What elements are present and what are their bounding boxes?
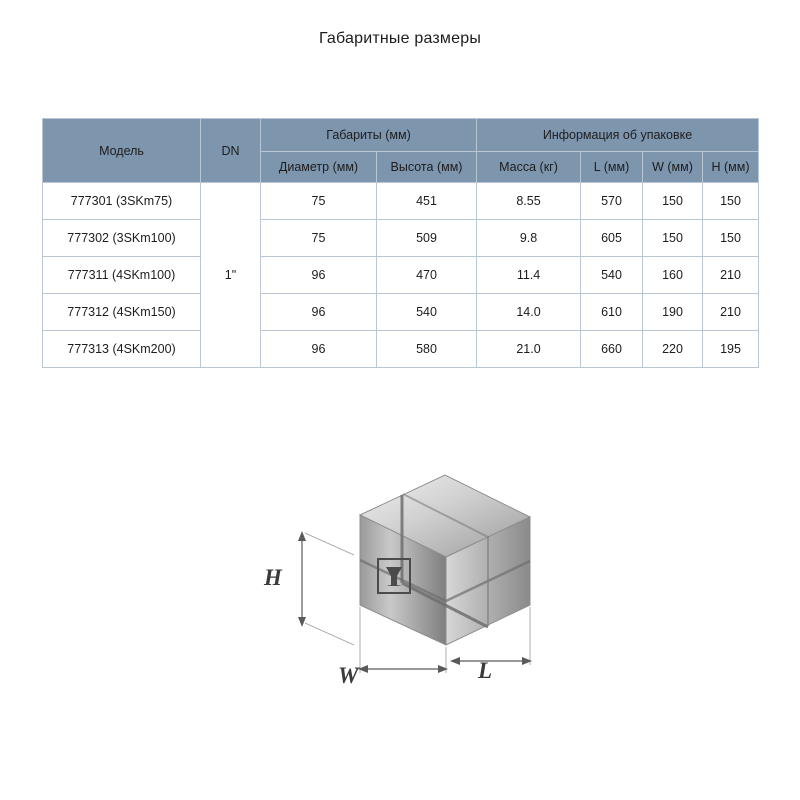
cell-diameter: 75: [261, 183, 377, 220]
cell-height: 451: [377, 183, 477, 220]
cell-mass: 11.4: [477, 257, 581, 294]
cell-w: 190: [643, 294, 703, 331]
header-length-l: L (мм): [581, 152, 643, 183]
cell-diameter: 96: [261, 331, 377, 368]
cell-diameter: 96: [261, 257, 377, 294]
cell-model: 777302 (3SKm100): [43, 220, 201, 257]
cell-model: 777313 (4SKm200): [43, 331, 201, 368]
cell-h: 150: [703, 220, 759, 257]
header-mass: Масса (кг): [477, 152, 581, 183]
cell-w: 150: [643, 183, 703, 220]
header-packaging-group: Информация об упаковке: [477, 119, 759, 152]
dimensions-table: [42, 118, 759, 368]
cell-h: 210: [703, 294, 759, 331]
dimensions-table-container: [42, 118, 758, 368]
cell-l: 610: [581, 294, 643, 331]
cell-height: 470: [377, 257, 477, 294]
page-title: Габаритные размеры: [318, 30, 482, 47]
cell-model: 777311 (4SKm100): [43, 257, 201, 294]
cell-model: 777312 (4SKm150): [43, 294, 201, 331]
cell-h: 195: [703, 331, 759, 368]
table-row: [43, 294, 759, 331]
cell-model: 777301 (3SKm75): [43, 183, 201, 220]
table-header: [43, 119, 759, 183]
cell-l: 660: [581, 331, 643, 368]
table-row: [43, 331, 759, 368]
dimension-label-l: L: [478, 658, 493, 683]
cell-diameter: 96: [261, 294, 377, 331]
cell-dn: 1": [201, 183, 261, 368]
dimension-label-h: H: [264, 565, 282, 590]
cell-l: 605: [581, 220, 643, 257]
cell-height: 509: [377, 220, 477, 257]
carton-box-drawing: [250, 455, 550, 705]
package-illustration: [250, 455, 550, 705]
cell-mass: 21.0: [477, 331, 581, 368]
table-row: [43, 183, 759, 220]
table-body: [43, 183, 759, 368]
cell-mass: 14.0: [477, 294, 581, 331]
cell-w: 220: [643, 331, 703, 368]
header-height: Высота (мм): [377, 152, 477, 183]
cell-w: 160: [643, 257, 703, 294]
header-height-h: H (мм): [703, 152, 759, 183]
cell-l: 540: [581, 257, 643, 294]
cell-height: 580: [377, 331, 477, 368]
header-diameter: Диаметр (мм): [261, 152, 377, 183]
cell-height: 540: [377, 294, 477, 331]
cell-mass: 8.55: [477, 183, 581, 220]
header-dimensions-group: Габариты (мм): [261, 119, 477, 152]
header-dn: DN: [201, 119, 261, 183]
cell-l: 570: [581, 183, 643, 220]
cell-h: 210: [703, 257, 759, 294]
cell-diameter: 75: [261, 220, 377, 257]
header-width-w: W (мм): [643, 152, 703, 183]
cell-w: 150: [643, 220, 703, 257]
table-row: [43, 220, 759, 257]
cell-h: 150: [703, 183, 759, 220]
cell-mass: 9.8: [477, 220, 581, 257]
header-model: Модель: [43, 119, 201, 183]
dimension-label-w: W: [338, 663, 359, 688]
table-row: [43, 257, 759, 294]
